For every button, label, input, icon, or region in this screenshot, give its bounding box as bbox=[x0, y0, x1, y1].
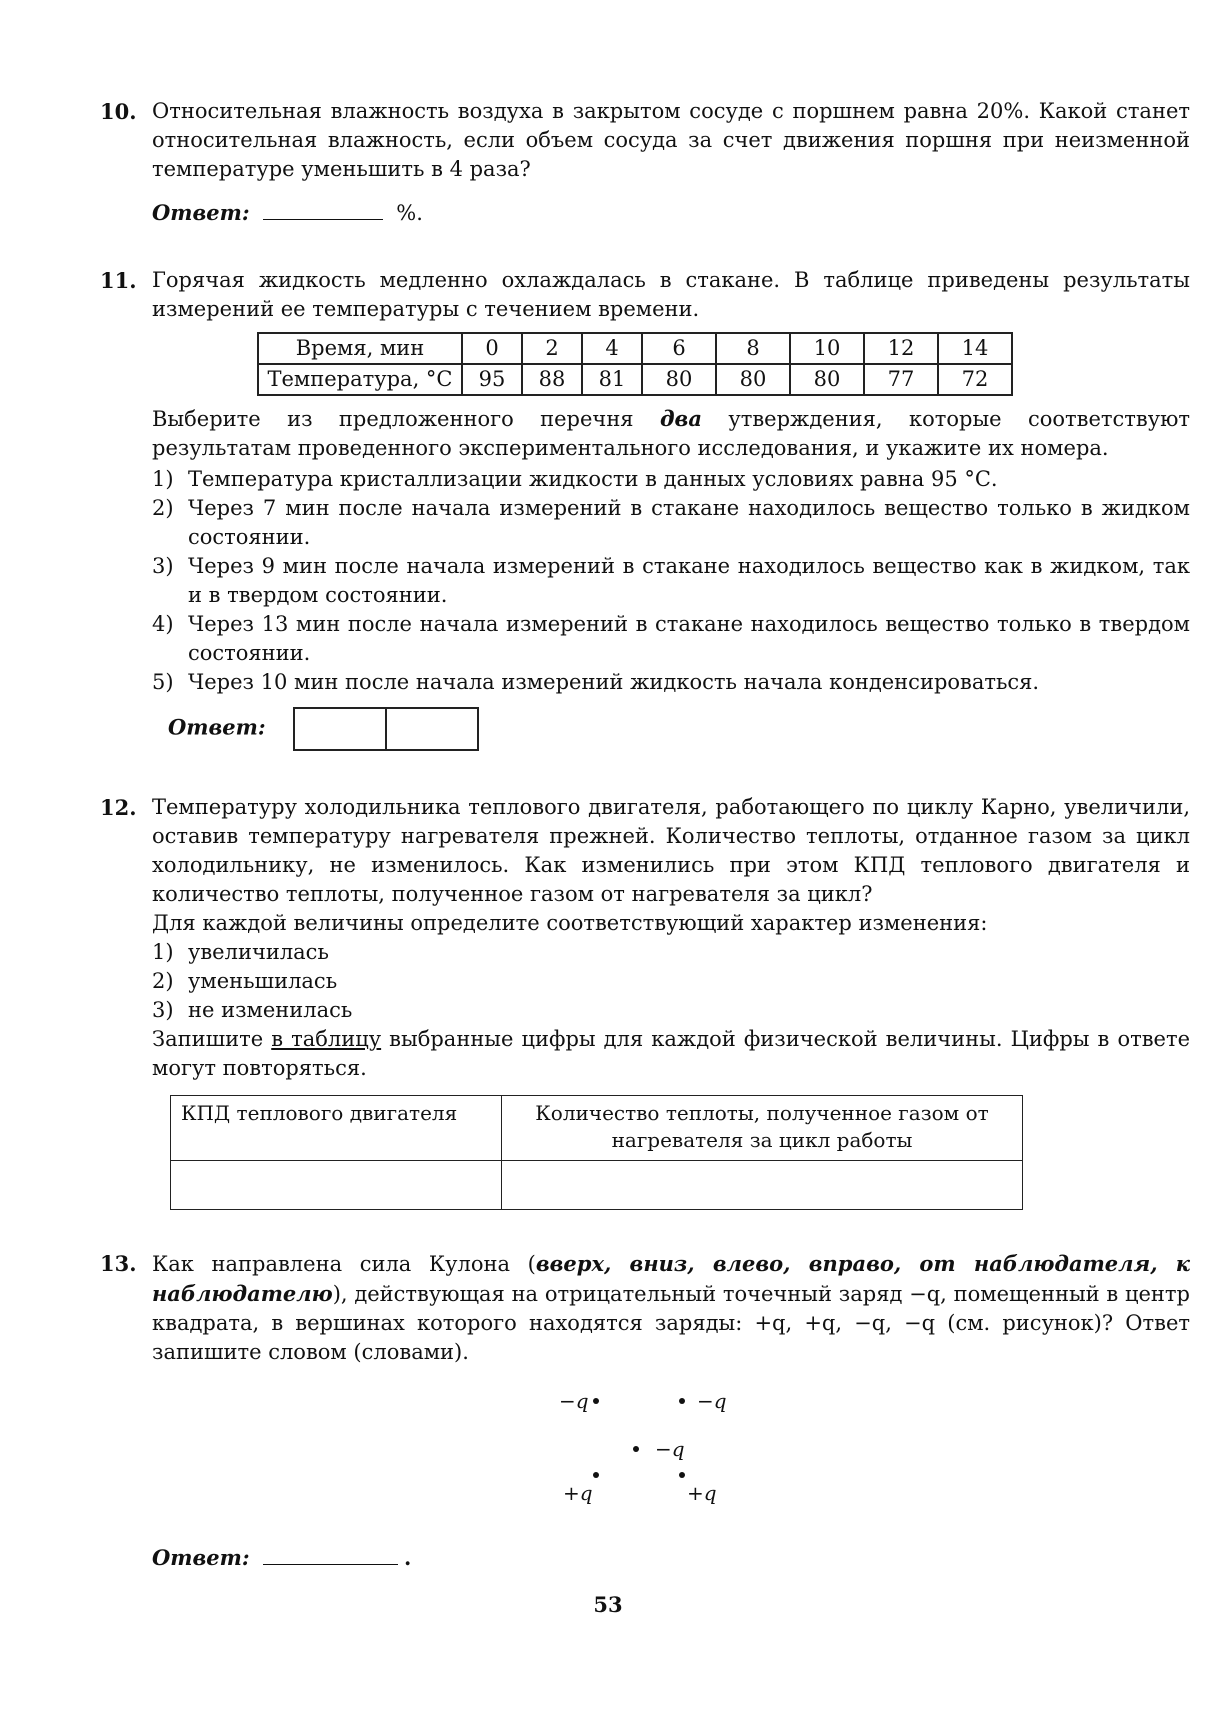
table-cell: 4 bbox=[582, 333, 642, 364]
option-number: 2) bbox=[152, 969, 174, 993]
answer-boxes bbox=[293, 707, 479, 751]
table-cell: 12 bbox=[864, 333, 938, 364]
answer-period: . bbox=[403, 1545, 412, 1570]
answer-label: Ответ: bbox=[152, 200, 250, 225]
charge-label-top-left: −q bbox=[559, 1389, 589, 1413]
list-item bbox=[152, 465, 1190, 494]
table-cell: 80 bbox=[716, 364, 790, 395]
option-number: 1) bbox=[152, 467, 174, 491]
column-header-heat: Количество теплоты, полученное газом от нагревателя за цикл работы bbox=[502, 1096, 1023, 1161]
options-list bbox=[152, 465, 1190, 697]
problem-text: Относительная влажность воздуха в закрытом сосуде с поршнем равна 20%. Какой станет относительная влажность, если объем сосуда за счет движения поршня при неизменной температуре уменьшить в 4 раза? bbox=[152, 99, 1190, 181]
answer-unit: %. bbox=[396, 201, 423, 225]
option-text: не изменилась bbox=[188, 998, 353, 1022]
problem-11 bbox=[100, 266, 1190, 751]
problem-number: 11. bbox=[100, 268, 137, 293]
table-cell: 10 bbox=[790, 333, 864, 364]
column-header-kpd: КПД теплового двигателя bbox=[171, 1096, 502, 1161]
table-cell: 2 bbox=[522, 333, 582, 364]
charge-dot-bottom-left bbox=[593, 1472, 599, 1478]
option-text: уменьшилась bbox=[188, 969, 338, 993]
answer-label: Ответ: bbox=[152, 1545, 250, 1570]
table-row bbox=[171, 1161, 1023, 1210]
answer-box-2[interactable] bbox=[387, 707, 479, 751]
problem-12 bbox=[100, 793, 1190, 1210]
charge-label-bottom-right: +q bbox=[687, 1481, 717, 1505]
task-text bbox=[152, 404, 1190, 463]
option-text: Через 7 мин после начала измерений в стакане находилось вещество только в жидком состоянии. bbox=[188, 496, 1190, 549]
answer-row bbox=[152, 198, 1190, 228]
option-number: 2) bbox=[152, 496, 174, 520]
table-cell: 77 bbox=[864, 364, 938, 395]
page-number: 53 bbox=[593, 1592, 623, 1617]
write-text-part: выбранные цифры для каждой физической величины. Цифры в ответе могут повторяться. bbox=[152, 1027, 1190, 1080]
measurement-table bbox=[257, 332, 1013, 396]
problem-number: 13. bbox=[100, 1251, 137, 1276]
direction-options: вверх, вниз, влево, вправо, от наблюдателя, к наблюдателю bbox=[152, 1251, 1191, 1306]
option-text: Через 10 мин после начала измерений жидкость начала конденсироваться. bbox=[188, 670, 1040, 694]
table-cell: 80 bbox=[642, 364, 716, 395]
table-row-header: Температура, °С bbox=[258, 364, 462, 395]
charge-label-center: −q bbox=[655, 1437, 685, 1461]
problem-10 bbox=[100, 97, 1190, 228]
problem-13 bbox=[100, 1249, 1190, 1367]
problem-text-part: Как направлена сила Кулона ( bbox=[152, 1252, 536, 1276]
task-text-part: Выберите из предложенного перечня bbox=[152, 407, 660, 431]
answer-blank[interactable] bbox=[263, 219, 383, 220]
problem-number: 12. bbox=[100, 795, 137, 820]
option-text: Через 9 мин после начала измерений в стакане находилось вещество как в жидком, так и в твердом состоянии. bbox=[188, 554, 1190, 607]
charge-dot-center bbox=[633, 1446, 639, 1452]
problem-text bbox=[152, 1249, 1190, 1367]
problem-13-answer bbox=[100, 1543, 1190, 1572]
table-cell: 81 bbox=[582, 364, 642, 395]
option-number: 3) bbox=[152, 998, 174, 1022]
list-item bbox=[152, 552, 1190, 610]
answer-cell-heat[interactable] bbox=[502, 1161, 1023, 1210]
answer-cell-kpd[interactable] bbox=[171, 1161, 502, 1210]
option-number: 4) bbox=[152, 612, 174, 636]
option-text: Через 13 мин после начала измерений в стакане находилось вещество только в твердом состоянии. bbox=[188, 612, 1190, 665]
charge-label-bottom-left: +q bbox=[563, 1481, 593, 1505]
option-text: увеличилась bbox=[188, 940, 329, 964]
table-cell: 88 bbox=[522, 364, 582, 395]
charge-dot-top-left bbox=[593, 1398, 599, 1404]
list-item bbox=[152, 668, 1190, 697]
problem-text-part: ), действующая на отрицательный точечный заряд −q, помещенный в центр квадрата, в вершинах которого находятся заряды: +q, +q, −q, −q (см. рисунок)? Ответ запишите словом (словами). bbox=[152, 1282, 1190, 1364]
answer-label: Ответ: bbox=[168, 714, 266, 740]
list-item bbox=[152, 938, 1190, 967]
charge-dot-top-right bbox=[679, 1398, 685, 1404]
option-number: 5) bbox=[152, 670, 174, 694]
list-item bbox=[152, 610, 1190, 668]
answer-box-1[interactable] bbox=[293, 707, 387, 751]
table-row bbox=[258, 333, 1012, 364]
write-instruction bbox=[152, 1025, 1190, 1083]
table-row bbox=[171, 1096, 1023, 1161]
problem-number: 10. bbox=[100, 99, 137, 124]
table-cell: 6 bbox=[642, 333, 716, 364]
table-cell: 14 bbox=[938, 333, 1012, 364]
answer-row bbox=[168, 707, 1190, 751]
table-cell: 72 bbox=[938, 364, 1012, 395]
option-text: Температура кристаллизации жидкости в данных условиях равна 95 °С. bbox=[188, 467, 998, 491]
table-row-header: Время, мин bbox=[258, 333, 462, 364]
table-row bbox=[258, 364, 1012, 395]
list-item bbox=[152, 996, 1190, 1025]
table-cell: 8 bbox=[716, 333, 790, 364]
charge-dot-bottom-right bbox=[679, 1472, 685, 1478]
instruction-text: Для каждой величины определите соответствующий характер изменения: bbox=[152, 911, 988, 935]
option-number: 3) bbox=[152, 554, 174, 578]
list-item bbox=[152, 967, 1190, 996]
answer-blank[interactable] bbox=[263, 1564, 398, 1565]
task-text-part: утверждения, которые соответствуют результатам проведенного экспериментального исследования, и укажите их номера. bbox=[152, 407, 1190, 460]
charge-label-top-right: −q bbox=[697, 1389, 727, 1413]
table-cell: 95 bbox=[462, 364, 522, 395]
table-cell: 80 bbox=[790, 364, 864, 395]
option-number: 1) bbox=[152, 940, 174, 964]
write-text-part: Запишите bbox=[152, 1027, 272, 1051]
problem-text: Температуру холодильника теплового двигателя, работающего по циклу Карно, увеличили, оставив температуру нагревателя прежней. Количество теплоты, отданное газом за цикл холодильнику, не изменилось. Как изменились при этом КПД теплового двигателя и количество теплоты, полученное газом от нагревателя за цикл? bbox=[152, 795, 1190, 906]
problem-intro: Горячая жидкость медленно охлаждалась в стакане. В таблице приведены результаты измерений ее температуры с течением времени. bbox=[152, 268, 1190, 321]
answer-row bbox=[152, 1543, 1190, 1572]
write-underlined: в таблицу bbox=[271, 1027, 382, 1051]
task-emphasis: два bbox=[659, 406, 702, 431]
list-item bbox=[152, 494, 1190, 552]
answer-table bbox=[170, 1095, 1023, 1210]
table-cell: 0 bbox=[462, 333, 522, 364]
